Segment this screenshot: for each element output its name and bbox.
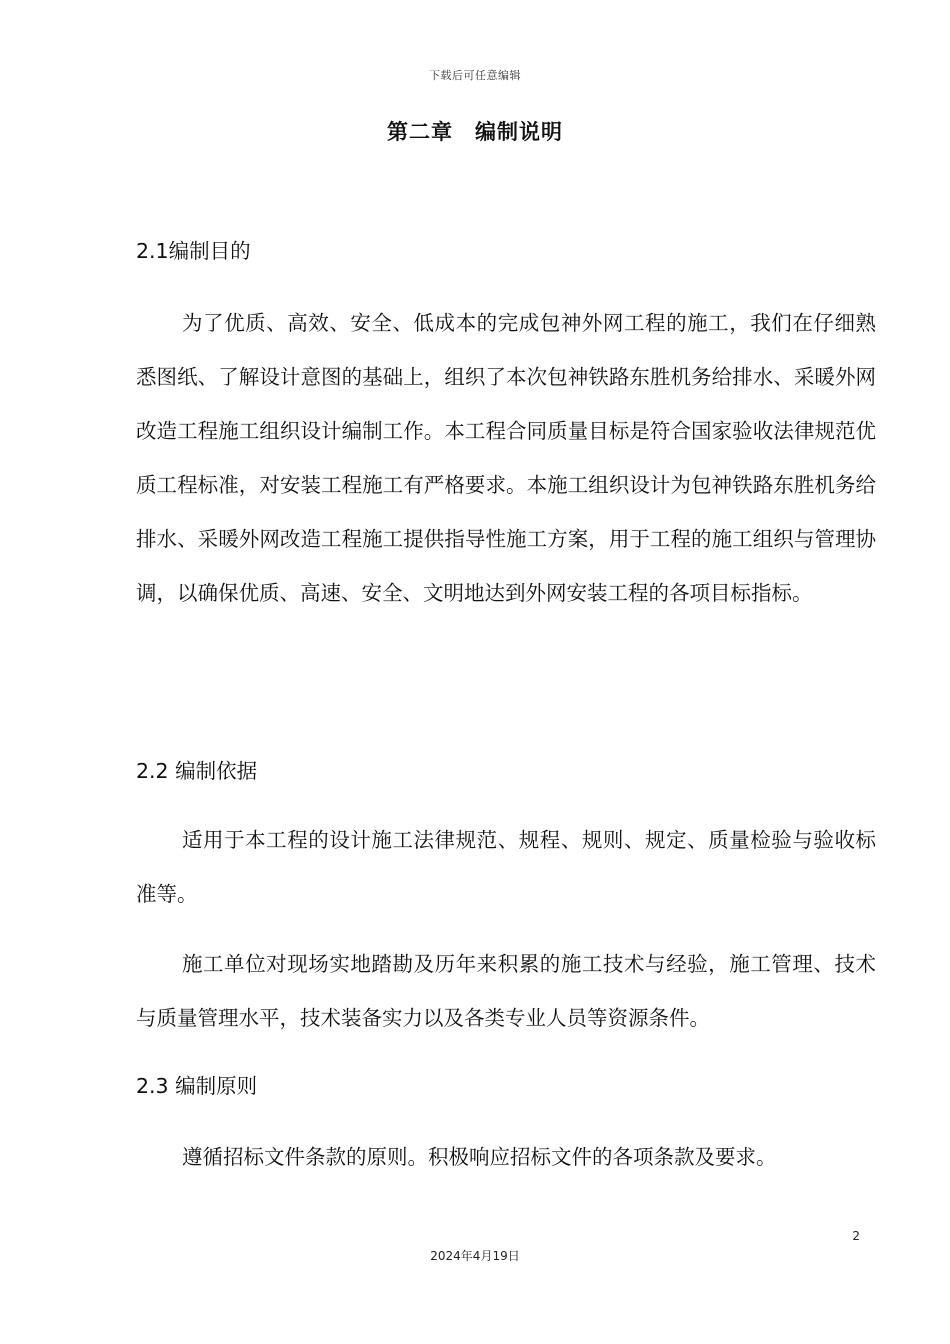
section-2-2-body-1 (136, 813, 876, 921)
header-note: 下载后可任意编辑 (429, 69, 521, 82)
section-2-1 (136, 224, 876, 278)
paragraph: 遵循招标文件条款的原则。积极响应招标文件的各项条款及要求。 (182, 1145, 777, 1169)
section-2-2 (136, 744, 876, 798)
section-2-3-body (136, 1130, 876, 1184)
section-heading: 2.3 编制原则 (136, 1074, 258, 1098)
section-heading: 2.1编制目的 (136, 239, 251, 263)
footer-date: 2024年4月19日 (430, 1249, 520, 1263)
paragraph: 为了优质、高效、安全、低成本的完成包神外网工程的施工，我们在仔细熟悉图纸、了解设计意图的基础上，组织了本次包神铁路东胜机务给排水、采暖外网改造工程施工组织设计编制工作。本工程合同质量目标是符合国家验收法律规范优质工程标准，对安装工程施工有严格要求。本施工组织设计为包神铁路东胜机务给排水、采暖外网改造工程施工提供指导性施工方案，用于工程的施工组织与管理协调，以确保优质、高速、安全、文明地达到外网安装工程的各项目标指标。 (136, 311, 876, 605)
paragraph: 适用于本工程的设计施工法律规范、规程、规则、规定、质量检验与验收标准等。 (136, 828, 876, 906)
chapter-name: 编制说明 (475, 120, 563, 144)
page-number: 2 (852, 1229, 860, 1243)
paragraph: 施工单位对现场实地踏勘及历年来积累的施工技术与经验，施工管理、技术与质量管理水平，技术装备实力以及各类专业人员等资源条件。 (136, 952, 876, 1030)
section-heading: 2.2 编制依据 (136, 759, 258, 783)
chapter-label: 第二章 (387, 120, 453, 144)
section-2-2-body-2 (136, 937, 876, 1045)
section-2-1-body (136, 296, 876, 620)
section-2-3 (136, 1059, 876, 1113)
chapter-title (0, 116, 950, 146)
